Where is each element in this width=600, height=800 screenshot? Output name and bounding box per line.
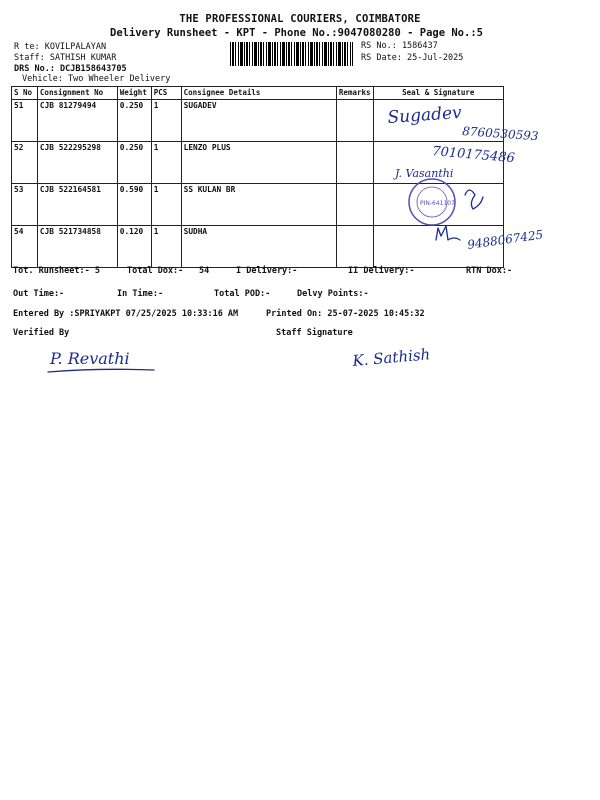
- verified-signature: [40, 340, 180, 380]
- cell-consignment: CJB 522164581: [37, 184, 117, 226]
- runsheet-title: Delivery Runsheet - KPT - Phone No.:9047080280 - Page No.:5: [110, 27, 483, 39]
- cell-seal: [373, 100, 503, 142]
- cell-consignee: SS KULAN BR: [181, 184, 336, 226]
- staff-signature: [345, 342, 465, 382]
- vehicle-field: Vehicle: Two Wheeler Delivery: [22, 74, 171, 84]
- tot-runsheet: Tot. Runsheet:- 5: [13, 266, 100, 276]
- in-time: In Time:-: [117, 289, 164, 299]
- ii-delivery: II Delivery:-: [348, 266, 415, 276]
- row1-signature: Sugadev: [386, 102, 463, 128]
- cell-weight: 0.250: [117, 142, 151, 184]
- cell-remarks: [336, 142, 373, 184]
- col-seal: Seal & Signature: [373, 87, 503, 100]
- total-pod: Total POD:-: [214, 289, 271, 299]
- table-row: [12, 226, 504, 268]
- rtn-dox: RTN Dox:-: [466, 266, 513, 276]
- out-time: Out Time:-: [13, 289, 65, 299]
- cell-pcs: 1: [151, 226, 181, 268]
- cell-sno: 54: [12, 226, 38, 268]
- route-field: R te: KOVILPALAYAN: [14, 42, 107, 52]
- company-title: THE PROFESSIONAL COURIERS, COIMBATORE: [179, 13, 421, 25]
- total-dox-label: Total Dox:-: [127, 266, 184, 276]
- row2-phone: 7010175486: [431, 144, 516, 167]
- cell-seal: [373, 142, 503, 184]
- staff-sig-text: K. Sathish: [351, 345, 431, 370]
- row3-signature: J. Vasanthi: [395, 167, 454, 180]
- cell-weight: 0.250: [117, 100, 151, 142]
- runsheet-table: [11, 86, 504, 268]
- cell-seal: [373, 184, 503, 226]
- table-header-row: [12, 87, 504, 100]
- verified-sig-text: P. Revathi: [50, 349, 130, 368]
- staff-signature-label: Staff Signature: [276, 328, 353, 338]
- cell-pcs: 1: [151, 184, 181, 226]
- entered-by: Entered By :SPRIYAKPT 07/25/2025 10:33:16 AM: [13, 309, 239, 319]
- cell-consignee: SUGADEV: [181, 100, 336, 142]
- cell-pcs: 1: [151, 100, 181, 142]
- col-sno: S No: [12, 87, 38, 100]
- cell-remarks: [336, 226, 373, 268]
- col-consignment: Consignment No: [37, 87, 117, 100]
- cell-consignment: CJB 521734858: [37, 226, 117, 268]
- cell-remarks: [336, 100, 373, 142]
- verified-by-label: Verified By: [13, 328, 70, 338]
- cell-sno: 52: [12, 142, 38, 184]
- staff-field: Staff: SATHISH KUMAR: [14, 53, 117, 63]
- cell-consignee: SUDHA: [181, 226, 336, 268]
- rs-date-field: RS Date: 25-Jul-2025: [361, 53, 464, 63]
- total-dox-value: 54: [199, 266, 210, 276]
- table-row: [12, 184, 504, 226]
- barcode: [230, 42, 353, 66]
- printed-on: Printed On: 25-07-2025 10:45:32: [266, 309, 425, 319]
- cell-consignment: CJB 81279494: [37, 100, 117, 142]
- delvy-points: Delvy Points:-: [297, 289, 369, 299]
- i-delivery: I Delivery:-: [236, 266, 298, 276]
- col-pcs: PCS: [151, 87, 181, 100]
- col-weight: Weight: [117, 87, 151, 100]
- cell-weight: 0.590: [117, 184, 151, 226]
- cell-sno: 51: [12, 100, 38, 142]
- table-row: [12, 142, 504, 184]
- cell-consignment: CJB 522295298: [37, 142, 117, 184]
- cell-weight: 0.120: [117, 226, 151, 268]
- cell-remarks: [336, 184, 373, 226]
- cell-sno: 53: [12, 184, 38, 226]
- cell-consignee: LENZO PLUS: [181, 142, 336, 184]
- col-consignee: Consignee Details: [181, 87, 336, 100]
- cell-pcs: 1: [151, 142, 181, 184]
- col-remarks: Remarks: [336, 87, 373, 100]
- stamp-text: PIN-641107: [420, 200, 455, 207]
- table-row: [12, 100, 504, 142]
- row4-phone: 9488067425: [466, 227, 545, 252]
- rs-no-field: RS No.: 1586437: [361, 41, 438, 51]
- row1-phone: 8760530593: [461, 124, 539, 144]
- drs-field: DRS No.: DCJB158643705: [14, 64, 127, 74]
- cell-seal: [373, 226, 503, 268]
- verified-sig-underline: [48, 369, 154, 372]
